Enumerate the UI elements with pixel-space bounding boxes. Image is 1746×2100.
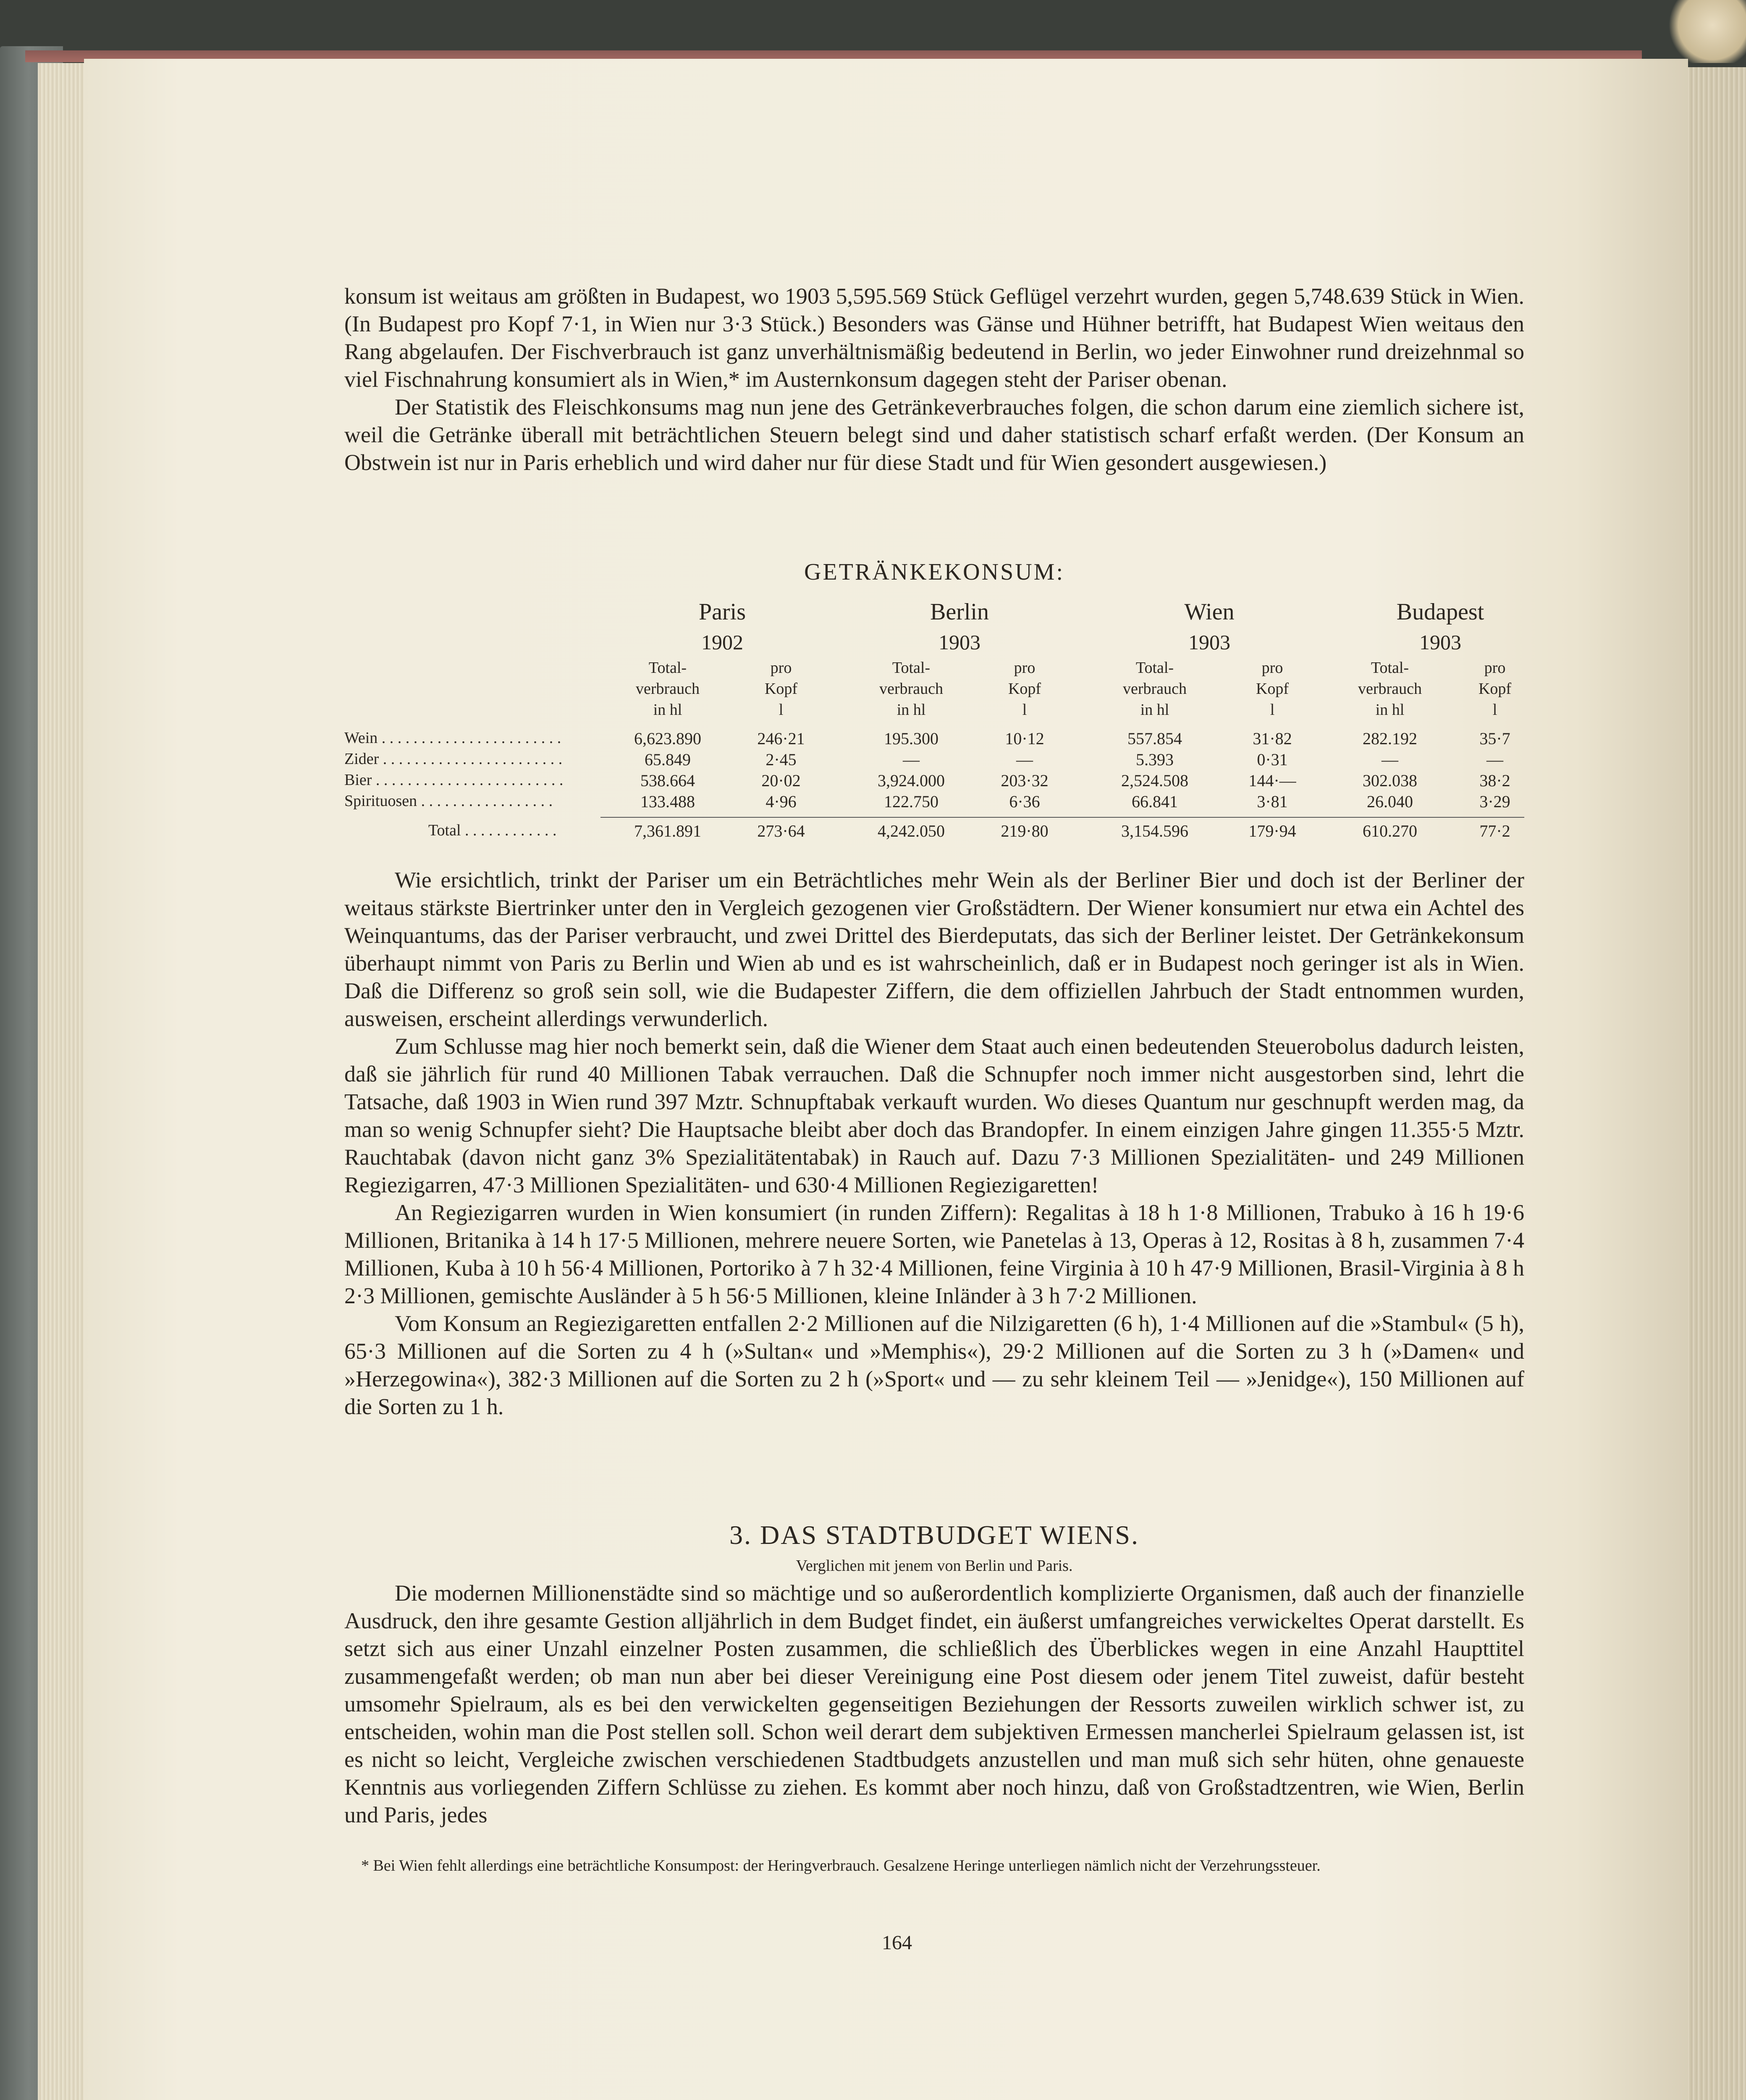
table-cell: 6,623.890 [634, 729, 701, 748]
table-cell: 38·2 [1479, 771, 1510, 790]
row-label: Spirituosen . . . . . . . . . . . . . . . . . [344, 792, 553, 810]
table-cell: 5.393 [1136, 750, 1174, 769]
col-total-paris: Total- verbrauch in hl [636, 659, 700, 719]
table-cell: 3,924.000 [878, 771, 945, 790]
table-cell: 246·21 [757, 729, 805, 748]
table-cell: 3·81 [1257, 792, 1288, 811]
year-paris: 1902 [701, 630, 743, 654]
table-cell: 2,524.508 [1121, 771, 1188, 790]
year-berlin: 1903 [939, 630, 980, 654]
table-cell: — [1486, 750, 1503, 769]
paragraph: Vom Konsum an Regiezigaretten entfallen 2·2 Millionen auf die Nilzigaretten (6 h), 1·4 Millionen auf die »Stambul« (5 h), 65·3 Millionen auf die Sorten zu 4 h (»Sultan« und »Memphis«), 29·2 Millionen auf die Sorten zu 3 h (»Damen« und »Herzegowina«), 382·3 Millionen auf die Sorten zu 2 h (»Sport« und — zu sehr kleinem Teil — »Jenidge«), 150 Millionen auf die Sorten zu 1 h. [344, 1311, 1524, 1419]
table-cell: 20·02 [761, 771, 801, 790]
footnote [344, 1856, 1524, 1876]
section-title: 3. DAS STADTBUDGET WIENS. [729, 1520, 1139, 1550]
paragraph: Wie ersichtlich, trinkt der Pariser um ein Beträchtliches mehr Wein als der Berliner Bier und doch ist der Berliner der weitaus stärkste Biertrinker unter den in Vergleich gezogenen vier Großstädtern. Der Wiener konsumiert nur etwa ein Achtel des Weinquantums, das der Pariser verbraucht, und zwei Drittel des Bierdeputats, das sich der Berliner leistet. Der Getränkekonsum überhaupt nimmt von Paris zu Berlin und Wien ab und es ist wahrscheinlich, daß er in Budapest noch geringer ist als in Wien. Daß die Differenz so groß sein soll, wie die Budapester Ziffern, die dem offiziellen Jahrbuch der Stadt entnommen wurden, ausweisen, erscheint allerdings verwunderlich. [344, 867, 1524, 1031]
section-subtitle: Verglichen mit jenem von Berlin und Paris. [796, 1557, 1073, 1575]
table-cell: — [1382, 750, 1398, 769]
total-cell: 610.270 [1363, 822, 1417, 840]
table-cell: 282.192 [1363, 729, 1417, 748]
total-cell: 219·80 [1001, 822, 1049, 840]
col-total-budapest: Total- verbrauch in hl [1358, 659, 1422, 719]
col-pro-paris: pro Kopf l [764, 659, 798, 719]
footnote-text: * Bei Wien fehlt allerdings eine beträchtliche Konsumpost: der Heringverbrauch. Gesalzene Heringe unterliegen nämlich nicht der Verzehrungssteuer. [361, 1857, 1321, 1874]
col-total-berlin: Total- verbrauch in hl [879, 659, 943, 719]
col-pro-wien: pro Kopf l [1256, 659, 1289, 719]
table-cell: 10·12 [1005, 729, 1044, 748]
total-rule [600, 817, 1524, 818]
table-cell: 195.300 [884, 729, 939, 748]
total-cell: 77·2 [1479, 822, 1510, 840]
total-cell: 4,242.050 [878, 822, 945, 840]
table-cell: — [903, 750, 920, 769]
table-cell: 133.488 [640, 792, 695, 811]
col-pro-budapest: pro Kopf l [1478, 659, 1512, 719]
table-cell: 66.841 [1132, 792, 1178, 811]
table-cell: 3·29 [1479, 792, 1510, 811]
paragraph: Der Statistik des Fleischkonsums mag nun jene des Getränkeverbrauches folgen, die schon darum eine ziemlich sichere ist, weil die Getränke überall mit beträchtlichen Steuern belegt sind und daher statistisch scharf erfaßt werden. (Der Konsum an Obstwein ist nur in Paris erheblich und wird daher nur für diese Stadt und für Wien gesondert ausgewiesen.) [344, 394, 1524, 475]
city-budapest: Budapest [1396, 599, 1484, 625]
table-cell: — [1016, 750, 1033, 769]
col-pro-berlin: pro Kopf l [1008, 659, 1041, 719]
row-label: Zider . . . . . . . . . . . . . . . . . . . . . . . [344, 750, 563, 768]
table-cell: 2·45 [766, 750, 797, 769]
col-total-wien: Total- verbrauch in hl [1123, 659, 1187, 719]
year-wien: 1903 [1188, 630, 1230, 654]
row-label: Wein . . . . . . . . . . . . . . . . . . . . . . . [344, 729, 561, 747]
total-label: Total . . . . . . . . . . . . [428, 822, 557, 839]
table-cell: 538.664 [640, 771, 695, 790]
table-cell: 65.849 [645, 750, 691, 769]
table-cell: 122.750 [884, 792, 939, 811]
table-cell: 6·36 [1009, 792, 1040, 811]
total-cell: 7,361.891 [634, 822, 701, 840]
table-cell: 4·96 [766, 792, 797, 811]
table-cell: 31·82 [1253, 729, 1292, 748]
table-cell: 302.038 [1363, 771, 1417, 790]
table-cell: 35·7 [1479, 729, 1510, 748]
city-paris: Paris [699, 599, 746, 625]
budget-text [344, 1579, 1524, 1829]
paragraph: konsum ist weitaus am größten in Budapest, wo 1903 5,595.569 Stück Geflügel verzehrt wurden, gegen 5,748.639 Stück in Wien. (In Budapest pro Kopf 7·1, in Wien nur 3·3 Stück.) Besonders was Gänse und Hühner betrifft, hat Budapest Wien weitaus den Rang abgelaufen. Der Fischverbrauch ist ganz unverhältnismäßig bedeutend in Berlin, wo jeder Einwohner rund dreizehnmal so viel Fischnahrung konsumiert als in Wien,* im Austernkonsum dagegen steht der Pariser obenan. [344, 284, 1524, 392]
table-cell: 144·— [1248, 771, 1296, 790]
page-edges-right [1684, 67, 1746, 2100]
year-budapest: 1903 [1419, 630, 1461, 654]
table-title: GETRÄNKEKONSUM: [804, 559, 1064, 585]
total-cell: 179·94 [1248, 822, 1296, 840]
city-berlin: Berlin [930, 599, 989, 625]
paragraph: Die modernen Millionenstädte sind so mächtige und so außerordentlich komplizierte Organismen, daß auch der finanzielle Ausdruck, den ihre gesamte Gestion alljährlich in dem Budget findet, ein äußerst umfangreiches verwickeltes Operat darstellt. Es setzt sich aus einer Unzahl einzelner Posten zusammen, die schließlich des Überblickes wegen in eine Anzahl Haupttitel zusammengefaßt werden; ob man nun aber bei dieser Vereinigung eine Post diesem oder jenem Titel zuweist, dafür besteht umsomehr Spielraum, als es bei den verwickelten gegenseitigen Beziehungen der Ressorts zuweilen wirklich schwer ist, zu entscheiden, wohin man die Post stellen soll. Schon weil derart dem subjektiven Ermessen mancherlei Spielraum gelassen ist, ist es nicht so leicht, Vergleiche zwischen verschiedenen Stadtbudgets anzustellen und man muß sich sehr hüten, ohne genaueste Kenntnis aus vorliegenden Ziffern Schlüsse zu ziehen. Es kommt aber noch hinzu, daß von Großstadtzentren, wie Wien, Berlin und Paris, jedes [344, 1580, 1524, 1827]
total-cell: 3,154.596 [1121, 822, 1188, 840]
city-wien: Wien [1184, 599, 1235, 625]
paragraph: An Regiezigarren wurden in Wien konsumiert (in runden Ziffern): Regalitas à 18 h 1·8 Millionen, Trabuko à 16 h 19·6 Millionen, Britanika à 14 h 17·5 Millionen, mehrere neuere Sorten, wie Panetelas à 13, Operas à 12, Rositas à 8 h, zusammen 7·4 Millionen, Kuba à 10 h 56·4 Millionen, Portoriko à 7 h 32·4 Millionen, feine Virginia à 10 h 47·9 Millionen, Brasil-Virginia à 8 h 2·3 Millionen, gemischte Ausländer à 5 h 56·5 Millionen, kleine Inländer à 3 h 7·2 Millionen. [344, 1200, 1524, 1308]
table-cell: 0·31 [1257, 750, 1288, 769]
total-cell: 273·64 [757, 822, 805, 840]
middle-text [344, 866, 1524, 1420]
torn-paper-corner [1663, 0, 1746, 63]
table-cell: 557.854 [1127, 729, 1182, 748]
paragraph: Zum Schlusse mag hier noch bemerkt sein, daß die Wiener dem Staat auch einen bedeutenden Steuerobolus dadurch leisten, daß sie jährlich für rund 40 Millionen Tabak verrauchen. Daß die Schnupfer noch immer nicht ausgestorben sind, lehrt die Tatsache, daß 1903 in Wien rund 397 Mztr. Schnupftabak verkauft wurden. Wo dieses Quantum nur geschnupft werden mag, da man so wenig Schnupfer sieht? Die Hauptsache bleibt aber doch das Brandopfer. In einem einzigen Jahre gingen 11.355·5 Mztr. Rauchtabak (davon nicht ganz 3% Spezialitätentabak) in Rauch auf. Dazu 7·3 Millionen Spezialitäten- und 249 Millionen Regiezigarren, 47·3 Millionen Spezialitäten- und 630·4 Millionen Regiezigaretten! [344, 1034, 1524, 1197]
table-cell: 26.040 [1367, 792, 1413, 811]
table-cell: 203·32 [1001, 771, 1049, 790]
intro-text [344, 282, 1524, 476]
page-number: 164 [882, 1932, 912, 1954]
row-label: Bier . . . . . . . . . . . . . . . . . . . . . . . . [344, 771, 564, 789]
